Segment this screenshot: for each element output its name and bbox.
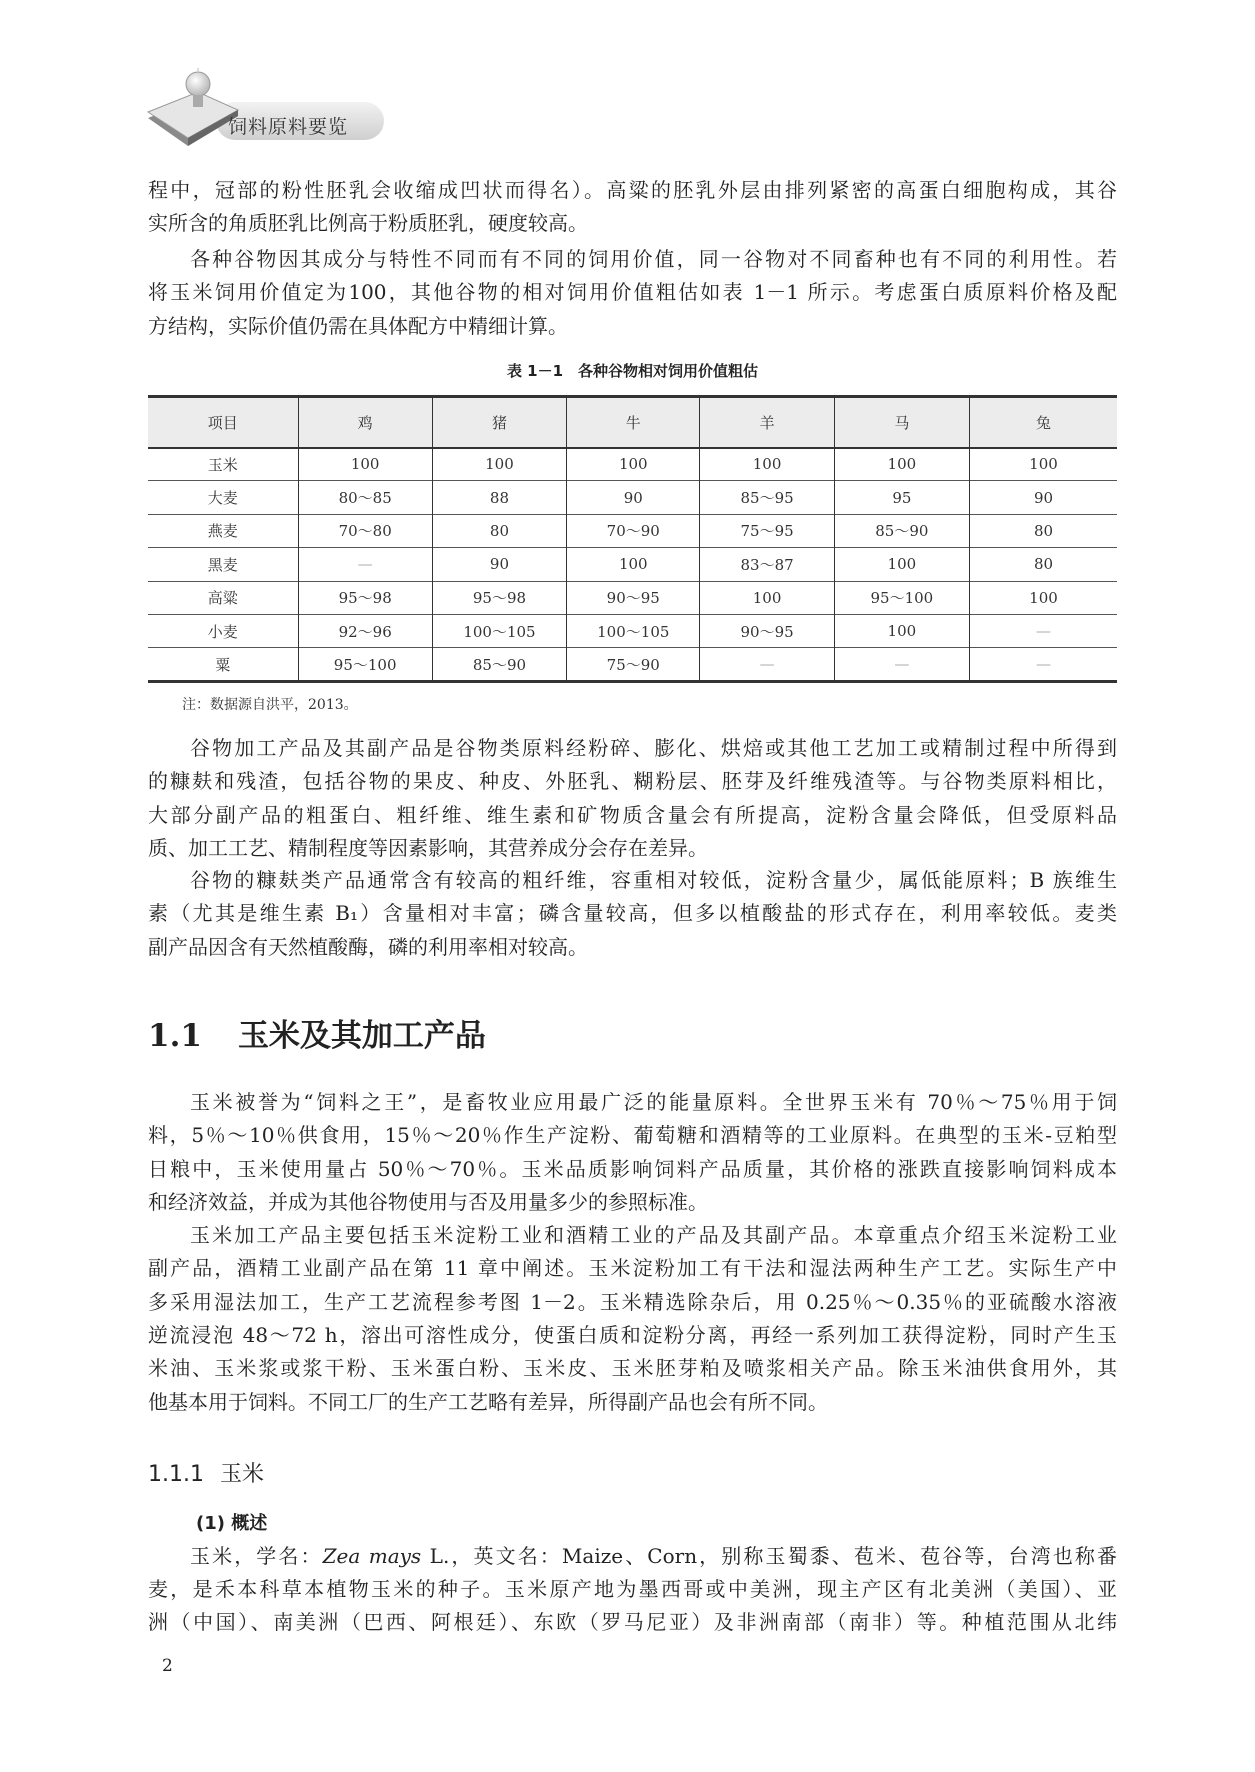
table-cell: 90 [432, 548, 566, 581]
text-span: L.，英文名：Maize、Corn，别称玉蜀黍、苞米、苞谷等，台湾也称番 [421, 1544, 1118, 1568]
table-cell: 100 [834, 614, 969, 647]
paragraph-line: 逆流浸泡 48～72 h，溶出可溶性成分，使蛋白质和淀粉分离，再经一系列加工获得淀粉，同时产生玉 [148, 1322, 1117, 1347]
paragraph-line: 谷物加工产品及其副产品是谷物类原料经粉碎、膨化、烘焙或其他工艺加工或精制过程中所得到 [190, 736, 1117, 760]
table-cell: 75～95 [700, 514, 834, 547]
table-cell: 100 [567, 548, 700, 581]
table-row [148, 648, 1117, 681]
table-cell: 100 [700, 448, 834, 481]
table-cell: 90～95 [700, 614, 834, 647]
column-header: 羊 [700, 397, 834, 448]
table-cell: 83～87 [700, 548, 834, 581]
table-row [148, 614, 1117, 647]
paragraph-line: 各种谷物因其成分与特性不同而有不同的饲用价值，同一谷物对不同畜种也有不同的利用性。若 [190, 247, 1117, 271]
table-row [148, 448, 1117, 481]
table-cell: 85～95 [700, 481, 834, 514]
paragraph-line: 玉米被誉为“饲料之王”，是畜牧业应用最广泛的能量原料。全世界玉米有 70％～75％用于饲 [190, 1090, 1117, 1114]
table-cell: 100 [970, 448, 1118, 481]
subsection-title: 玉米 [219, 1462, 264, 1487]
column-header: 鸡 [298, 397, 432, 448]
table-cell: 75～90 [567, 648, 700, 681]
table-cell: 88 [432, 481, 566, 514]
subsection-heading [148, 1457, 264, 1488]
row-label: 大麦 [207, 489, 238, 508]
paragraph-line: 洲（中国）、南美洲（巴西、阿根廷）、东欧（罗马尼亚）及非洲南部（南非）等。种植范围从北纬 [148, 1610, 1117, 1635]
table-cell: 100 [298, 448, 432, 481]
row-label: 小麦 [207, 622, 238, 641]
column-header: 马 [834, 397, 969, 448]
scientific-name: Zea mays [322, 1544, 422, 1568]
table-cell: 70～90 [567, 514, 700, 547]
table-row [148, 548, 1117, 581]
table-cell: 85～90 [432, 648, 566, 681]
table-cell: 100 [700, 581, 834, 614]
paragraph-line: 程中，冠部的粉性胚乳会收缩成凹状而得名）。高粱的胚乳外层由排列紧密的高蛋白细胞构成，其谷 [148, 178, 1117, 202]
table-cell: 100 [834, 548, 969, 581]
table-cell: — [700, 648, 834, 681]
table-cell: 95～98 [432, 581, 566, 614]
row-label: 粟 [215, 655, 231, 674]
paragraph-line: 和经济效益，并成为其他谷物使用与否及用量多少的参照标准。 [148, 1189, 708, 1214]
table-cell: 100 [567, 448, 700, 481]
paragraph-line: 玉米加工产品主要包括玉米淀粉工业和酒精工业的产品及其副产品。本章重点介绍玉米淀粉工业 [190, 1223, 1117, 1247]
lightbulb-book-icon [146, 68, 386, 154]
paragraph-line: 将玉米饲用价值定为100，其他谷物的相对饲用价值粗估如表 1－1 所示。考虑蛋白质原料价格及配 [148, 280, 1117, 305]
table-cell: 100 [970, 581, 1118, 614]
page-number: 2 [162, 1656, 173, 1676]
subsubsection-heading: (1) 概述 [196, 1513, 268, 1534]
table-row [148, 514, 1117, 547]
table-caption: 表 1－1 各种谷物相对饲用价值粗估 [506, 362, 759, 380]
paragraph-line: 质、加工工艺、精制程度等因素影响，其营养成分会存在差异。 [148, 835, 708, 860]
paragraph-line: 副产品因含有天然植酸酶，磷的利用率相对较高。 [148, 934, 588, 959]
table-cell: — [298, 548, 432, 581]
table-cell: 92～96 [298, 614, 432, 647]
section-heading [148, 1010, 486, 1055]
paragraph-line: 的糠麸和残渣，包括谷物的果皮、种皮、外胚乳、糊粉层、胚芽及纤维残渣等。与谷物类原料相比， [148, 769, 1117, 794]
paragraph-line: 多采用湿法加工，生产工艺流程参考图 1－2。玉米精选除杂后，用 0.25％～0.35％的亚硫酸水溶液 [148, 1289, 1117, 1314]
text-span: 玉米，学名： [190, 1544, 323, 1568]
paragraph-line: 麦，是禾本科草本植物玉米的种子。玉米原产地为墨西哥或中美洲，现主产区有北美洲（美国）、亚 [148, 1577, 1117, 1601]
row-label: 玉米 [207, 455, 238, 474]
table-header-row [148, 397, 1117, 448]
table-cell: 70～80 [298, 514, 432, 547]
table-cell: 100～105 [432, 614, 566, 647]
table-row [148, 581, 1117, 614]
column-header: 项目 [207, 413, 238, 432]
table-cell: 95～98 [298, 581, 432, 614]
table-cell: 95～100 [834, 581, 969, 614]
table-cell: 80 [970, 514, 1118, 547]
paragraph-line: 他基本用于饲料。不同工厂的生产工艺略有差异，所得副产品也会有所不同。 [148, 1389, 828, 1414]
section-number: 1.1 [148, 1018, 202, 1054]
column-header: 兔 [970, 397, 1118, 448]
table-cell: 95 [834, 481, 969, 514]
paragraph-line: 素（尤其是维生素 B₁）含量相对丰富；磷含量较高，但多以植酸盐的形式存在，利用率较低。麦类 [148, 901, 1117, 926]
table-cell: 100 [432, 448, 566, 481]
paragraph-line: 日粮中，玉米使用量占 50％～70％。玉米品质影响饲料产品质量，其价格的涨跌直接影响饲料成本 [148, 1156, 1117, 1181]
table-note: 注：数据源自洪平，2013。 [182, 697, 358, 713]
table-cell: 100～105 [567, 614, 700, 647]
row-label: 燕麦 [207, 522, 238, 541]
row-label: 高粱 [207, 589, 238, 608]
table-cell: 85～90 [834, 514, 969, 547]
table-cell: 80 [970, 548, 1118, 581]
paragraph-line: 实所含的角质胚乳比例高于粉质胚乳，硬度较高。 [148, 211, 588, 236]
book-logo [146, 68, 386, 154]
grain-feed-value-table [148, 395, 1117, 683]
book-title: 饲料原料要览 [228, 116, 349, 138]
paragraph-line [190, 1542, 1117, 1570]
column-header: 牛 [567, 397, 700, 448]
table-cell: 90 [970, 481, 1118, 514]
table-cell: 90 [567, 481, 700, 514]
column-header: 猪 [432, 397, 566, 448]
paragraph-line: 方结构，实际价值仍需在具体配方中精细计算。 [148, 313, 568, 338]
subsection-number: 1.1.1 [148, 1462, 204, 1487]
table-cell: 95～100 [298, 648, 432, 681]
table-cell: — [834, 648, 969, 681]
section-title: 玉米及其加工产品 [237, 1018, 486, 1054]
paragraph-line: 米油、玉米浆或浆干粉、玉米蛋白粉、玉米皮、玉米胚芽粕及喷浆相关产品。除玉米油供食用外，其 [148, 1356, 1117, 1381]
table-cell: 90～95 [567, 581, 700, 614]
table-cell: — [970, 614, 1118, 647]
paragraph-line: 副产品，酒精工业副产品在第 11 章中阐述。玉米淀粉加工有干法和湿法两种生产工艺。实际生产中 [148, 1256, 1117, 1281]
table-cell: — [970, 648, 1118, 681]
paragraph-line: 料，5％～10％供食用，15％～20％作生产淀粉、葡萄糖和酒精等的工业原料。在典型的玉米-豆粕型 [148, 1123, 1117, 1148]
row-label: 黑麦 [207, 555, 238, 574]
table-cell: 100 [834, 448, 969, 481]
table-cell: 80 [432, 514, 566, 547]
paragraph-line: 大部分副产品的粗蛋白、粗纤维、维生素和矿物质含量会有所提高，淀粉含量会降低，但受原料品 [148, 802, 1117, 827]
table-row [148, 481, 1117, 514]
paragraph-line: 谷物的糠麸类产品通常含有较高的粗纤维，容重相对较低，淀粉含量少，属低能原料；B 族维生 [190, 868, 1117, 892]
table-cell: 80～85 [298, 481, 432, 514]
